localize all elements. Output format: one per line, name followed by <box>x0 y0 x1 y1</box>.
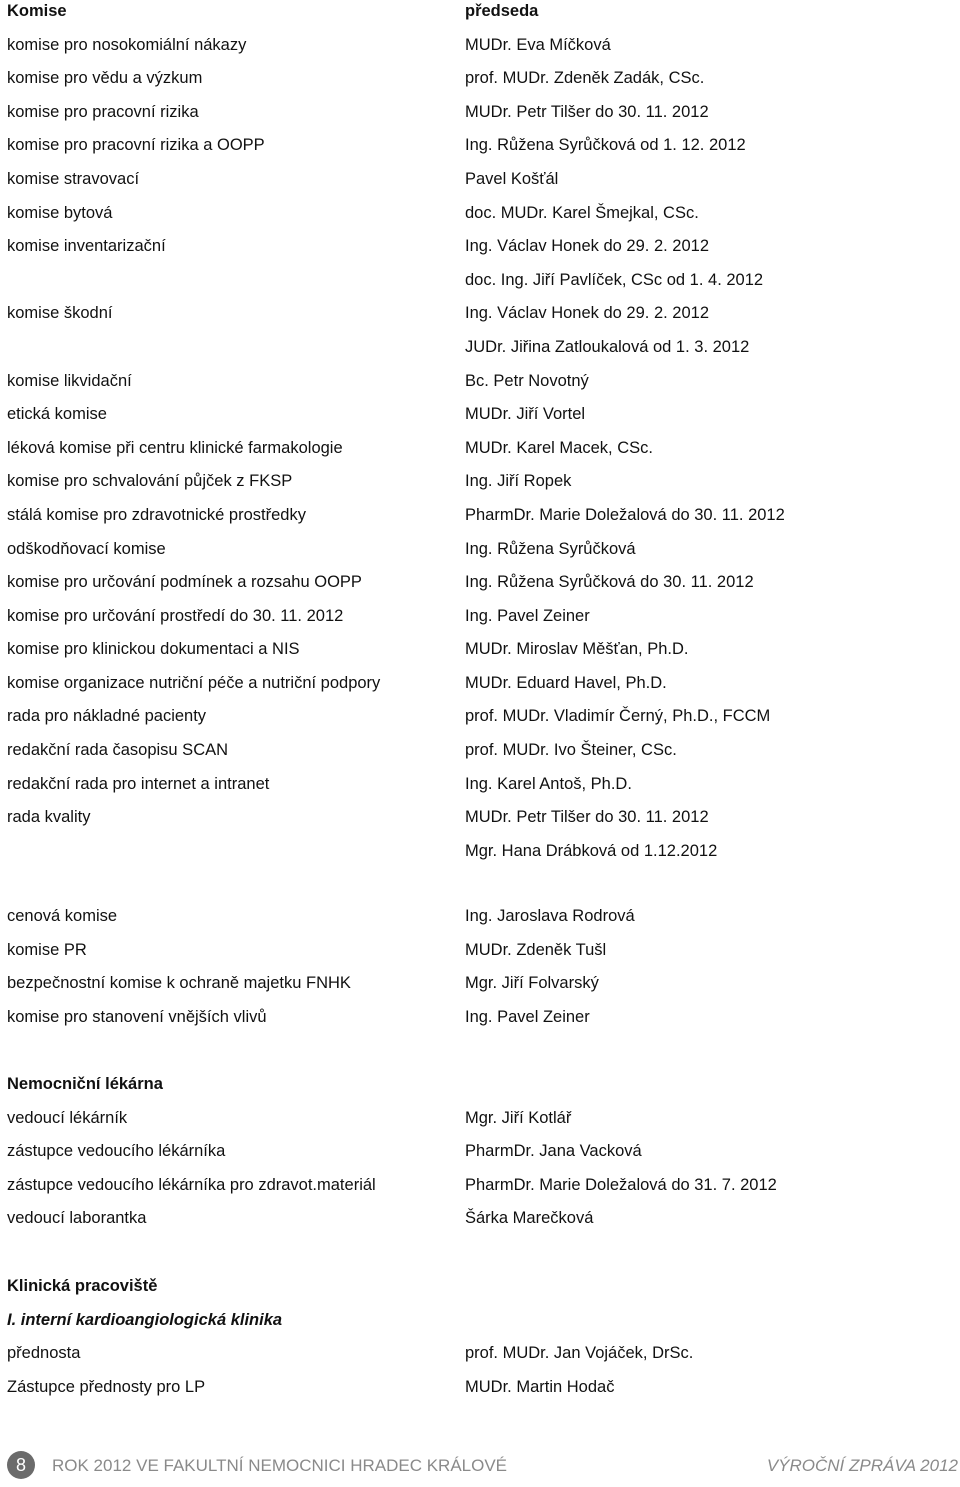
row-label: komise pro pracovní rizika a OOPP <box>7 136 265 155</box>
row-person: doc. Ing. Jiří Pavlíček, CSc od 1. 4. 2012 <box>465 270 764 289</box>
row-person: Ing. Jaroslava Rodrová <box>465 907 635 925</box>
list-row <box>0 505 960 539</box>
row-label: komise pro vědu a výzkum <box>7 69 203 88</box>
row-person: prof. MUDr. Vladimír Černý, Ph.D., FCCM <box>465 707 771 726</box>
row-person: PharmDr. Marie Doležalová do 31. 7. 2012 <box>465 1175 777 1194</box>
clinic-staff-list <box>0 1343 960 1410</box>
row-label: redakční rada časopisu SCAN <box>7 741 229 760</box>
row-label: léková komise při centru klinické farmakologie <box>7 438 343 457</box>
row-label: komise pro určování prostředí do 30. 11. 2012 <box>7 606 344 625</box>
row-person: prof. MUDr. Jan Vojáček, DrSc. <box>465 1344 694 1363</box>
row-label: komise pro pracovní rizika <box>7 102 199 121</box>
row-person: Ing. Pavel Zeiner <box>465 1007 590 1026</box>
list-row <box>0 135 960 169</box>
row-label: komise organizace nutriční péče a nutriční podpory <box>7 673 381 692</box>
row-label: komise stravovací <box>7 169 140 188</box>
pharmacy-heading: Nemocniční lékárna <box>7 1075 163 1093</box>
row-person: Bc. Petr Novotný <box>465 371 589 390</box>
list-row <box>0 1141 960 1175</box>
page-number-badge: 8 <box>7 1451 35 1479</box>
list-row <box>0 438 960 472</box>
row-label: komise pro stanovení vnějších vlivů <box>7 1007 267 1026</box>
row-person: MUDr. Jiří Vortel <box>465 405 586 424</box>
list-row <box>0 706 960 740</box>
chairman-heading: předseda <box>465 2 539 20</box>
row-label: Zástupce přednosty pro LP <box>7 1377 206 1396</box>
row-label: etická komise <box>7 405 107 424</box>
list-row <box>0 337 960 371</box>
row-label: vedoucí laborantka <box>7 1209 147 1228</box>
row-label: odškodňovací komise <box>7 539 166 558</box>
list-row <box>0 1343 960 1377</box>
other-commissions-section <box>0 906 960 1040</box>
list-row <box>0 572 960 606</box>
footer-title: ROK 2012 VE FAKULTNÍ NEMOCNICI HRADEC KRÁLOVÉ <box>52 1456 508 1475</box>
list-row <box>0 1208 960 1242</box>
clinic-name: I. interní kardioangiologická klinika <box>7 1310 283 1329</box>
row-label: komise bytová <box>7 203 113 222</box>
list-row <box>0 539 960 573</box>
list-row <box>0 68 960 102</box>
other-commissions-list <box>0 906 960 1040</box>
row-label: komise likvidační <box>7 371 132 390</box>
list-row <box>0 35 960 69</box>
row-person: Mgr. Jiří Folvarský <box>465 974 599 993</box>
row-person: Ing. Karel Antoš, Ph.D. <box>465 774 632 793</box>
row-person: Šárka Marečková <box>465 1209 594 1228</box>
list-row <box>0 639 960 673</box>
row-label: komise inventarizační <box>7 237 166 256</box>
list-row <box>0 1007 960 1041</box>
row-person: Ing. Růžena Syrůčková do 30. 11. 2012 <box>465 573 754 592</box>
row-person: Ing. Růžena Syrůčková <box>465 539 636 558</box>
list-row <box>0 303 960 337</box>
list-row <box>0 807 960 841</box>
clinics-section <box>0 1276 960 1410</box>
list-row <box>0 203 960 237</box>
row-person: prof. MUDr. Ivo Šteiner, CSc. <box>465 741 677 760</box>
row-person: MUDr. Zdeněk Tušl <box>465 940 607 959</box>
list-row <box>0 102 960 136</box>
row-label: stálá komise pro zdravotnické prostředky <box>7 505 306 524</box>
row-label: cenová komise <box>7 907 118 925</box>
list-row <box>0 169 960 203</box>
pharmacy-list <box>0 1108 960 1242</box>
row-person: prof. MUDr. Zdeněk Zadák, CSc. <box>465 69 705 88</box>
row-person: Pavel Košťál <box>465 169 559 188</box>
row-person: PharmDr. Jana Vacková <box>465 1142 642 1161</box>
list-row <box>0 236 960 270</box>
row-person: Ing. Václav Honek do 29. 2. 2012 <box>465 304 710 323</box>
list-row <box>0 673 960 707</box>
list-row <box>0 940 960 974</box>
list-row <box>0 404 960 438</box>
row-person: Ing. Růžena Syrůčková od 1. 12. 2012 <box>465 136 746 155</box>
row-label: komise pro určování podmínek a rozsahu OOPP <box>7 573 362 592</box>
row-label: komise PR <box>7 940 87 959</box>
row-person: PharmDr. Marie Doležalová do 30. 11. 2012 <box>465 505 785 524</box>
footer-report-name: VÝROČNÍ ZPRÁVA 2012 <box>766 1456 958 1475</box>
list-row <box>0 371 960 405</box>
row-person: Mgr. Hana Drábková od 1.12.2012 <box>465 841 718 860</box>
row-person: JUDr. Jiřina Zatloukalová od 1. 3. 2012 <box>465 337 750 356</box>
pharmacy-heading-row <box>0 1074 960 1108</box>
row-label: bezpečnostní komise k ochraně majetku FNHK <box>7 974 351 993</box>
list-row <box>0 774 960 808</box>
row-label: komise škodní <box>7 304 113 323</box>
row-person: MUDr. Petr Tilšer do 30. 11. 2012 <box>465 808 709 827</box>
row-label: komise pro nosokomiální nákazy <box>7 35 247 54</box>
komise-header-row <box>0 1 960 35</box>
row-person: doc. MUDr. Karel Šmejkal, CSc. <box>465 203 699 222</box>
komise-section <box>0 1 960 874</box>
clinics-heading: Klinická pracoviště <box>7 1277 158 1295</box>
row-label: rada kvality <box>7 808 91 827</box>
list-row <box>0 740 960 774</box>
clinic-name-row <box>0 1310 960 1344</box>
row-person: Mgr. Jiří Kotlář <box>465 1108 572 1127</box>
komise-heading: Komise <box>7 2 67 20</box>
row-person: MUDr. Eduard Havel, Ph.D. <box>465 673 667 692</box>
list-row <box>0 1108 960 1142</box>
komise-list <box>0 35 960 875</box>
list-row <box>0 606 960 640</box>
page-footer <box>0 1451 960 1487</box>
row-person: MUDr. Martin Hodač <box>465 1377 615 1396</box>
row-label: zástupce vedoucího lékárníka <box>7 1142 226 1161</box>
list-row <box>0 906 960 940</box>
list-row <box>0 841 960 875</box>
row-label: vedoucí lékárník <box>7 1108 128 1127</box>
row-label: zástupce vedoucího lékárníka pro zdravot.materiál <box>7 1175 376 1194</box>
row-label: přednosta <box>7 1344 81 1363</box>
list-row <box>0 1175 960 1209</box>
row-person: MUDr. Karel Macek, CSc. <box>465 438 653 457</box>
row-person: MUDr. Miroslav Měšťan, Ph.D. <box>465 640 689 659</box>
list-row <box>0 973 960 1007</box>
pharmacy-section <box>0 1074 960 1242</box>
row-person: Ing. Jiří Ropek <box>465 472 572 491</box>
row-person: Ing. Pavel Zeiner <box>465 606 590 625</box>
list-row <box>0 1377 960 1411</box>
row-label: komise pro klinickou dokumentaci a NIS <box>7 640 300 659</box>
row-label: rada pro nákladné pacienty <box>7 707 207 726</box>
list-row <box>0 270 960 304</box>
row-person: MUDr. Petr Tilšer do 30. 11. 2012 <box>465 102 709 121</box>
list-row <box>0 471 960 505</box>
clinics-heading-row <box>0 1276 960 1310</box>
row-person: Ing. Václav Honek do 29. 2. 2012 <box>465 237 710 256</box>
row-label: komise pro schvalování půjček z FKSP <box>7 472 293 491</box>
row-label: redakční rada pro internet a intranet <box>7 774 270 793</box>
row-person: MUDr. Eva Míčková <box>465 35 611 54</box>
